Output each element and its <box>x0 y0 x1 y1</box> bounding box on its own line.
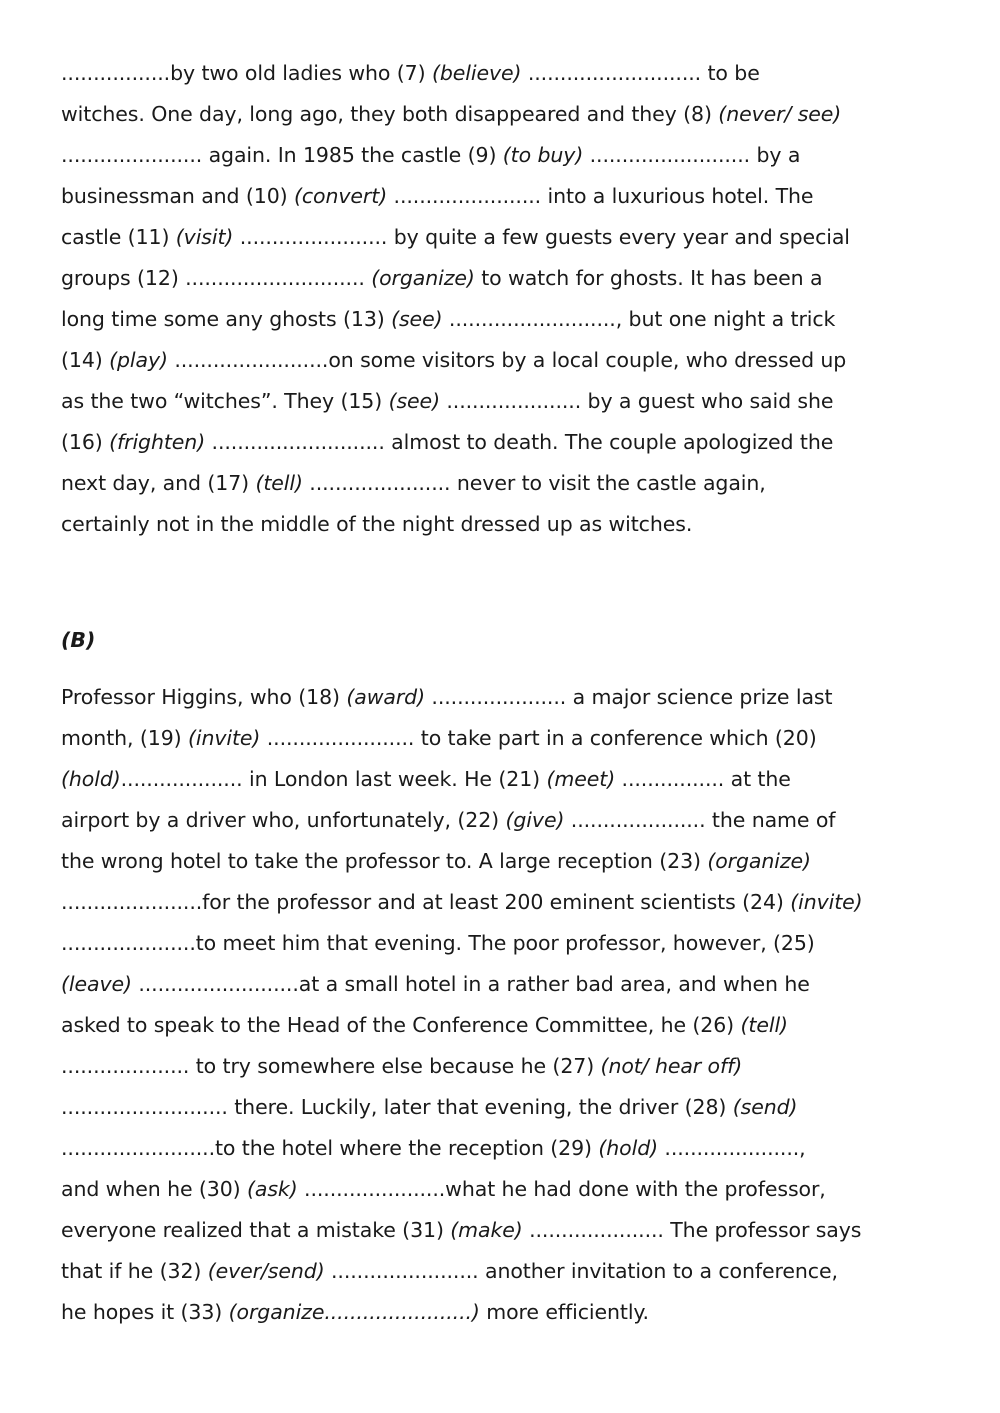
verb-prompt: (tell) <box>255 471 303 495</box>
text-segment: witches. One day, long ago, they both disappeared and they (8) <box>61 102 719 126</box>
verb-prompt: (ever/send) <box>207 1259 325 1283</box>
text-line <box>61 264 822 292</box>
verb-prompt: (never/ see) <box>718 102 842 126</box>
verb-prompt: (hold) <box>61 767 121 791</box>
text-line <box>61 346 846 374</box>
text-segment: ......................for the professor and at least 200 eminent scientists (24) <box>61 890 791 914</box>
text-segment: ......................what he had done with the professor, <box>297 1177 826 1201</box>
verb-prompt: (tell) <box>740 1013 788 1037</box>
verb-prompt: (convert) <box>293 184 388 208</box>
text-segment: ................ at the <box>615 767 791 791</box>
text-segment: ........................on some visitors by a local couple, who dressed up <box>167 348 847 372</box>
text-line <box>61 806 835 834</box>
text-line <box>61 1011 788 1039</box>
text-segment: ....................... to take part in a conference which (20) <box>260 726 817 750</box>
text-segment: ...................... again. In 1985 the castle (9) <box>61 143 503 167</box>
verb-prompt: (organize) <box>707 849 811 873</box>
text-segment: .........................at a small hotel in a rather bad area, and when he <box>131 972 810 996</box>
text-line <box>61 724 817 752</box>
text-segment: and when he (30) <box>61 1177 247 1201</box>
text-segment: ..................... by a guest who said she <box>439 389 834 413</box>
text-segment: (16) <box>61 430 110 454</box>
text-segment: ..................... The professor says <box>522 1218 862 1242</box>
verb-prompt: (hold) <box>598 1136 658 1160</box>
text-line <box>61 387 833 415</box>
verb-prompt: (frighten) <box>109 430 206 454</box>
text-line <box>61 1298 649 1326</box>
text-segment: ......................... by a <box>583 143 801 167</box>
text-segment: ........................to the hotel where the reception (29) <box>61 1136 599 1160</box>
verb-prompt: (ask) <box>246 1177 298 1201</box>
text-segment: that if he (32) <box>61 1259 208 1283</box>
verb-prompt: (invite) <box>790 890 863 914</box>
verb-prompt: (meet) <box>546 767 616 791</box>
verb-prompt: (give) <box>505 808 565 832</box>
text-line <box>61 1134 806 1162</box>
verb-prompt: (not/ hear off) <box>600 1054 743 1078</box>
text-line <box>61 59 760 87</box>
verb-prompt: (visit) <box>175 225 234 249</box>
text-segment: Professor Higgins, who (18) <box>61 685 347 709</box>
text-line <box>61 1093 797 1121</box>
verb-prompt: (send) <box>732 1095 798 1119</box>
text-line <box>61 970 810 998</box>
text-segment: businessman and (10) <box>61 184 294 208</box>
text-line <box>61 847 811 875</box>
text-segment: more efficiently. <box>479 1300 649 1324</box>
text-segment: airport by a driver who, unfortunately, (22) <box>61 808 506 832</box>
text-segment: to watch for ghosts. It has been a <box>474 266 823 290</box>
text-line <box>61 100 841 128</box>
text-segment: month, (19) <box>61 726 188 750</box>
text-segment: ................... in London last week. He (21) <box>120 767 547 791</box>
text-segment: ................. <box>61 61 171 85</box>
verb-prompt: (believe) <box>431 61 522 85</box>
verb-prompt: (organize.......................) <box>228 1300 480 1324</box>
verb-prompt: (play) <box>109 348 168 372</box>
text-line <box>61 223 850 251</box>
text-line <box>61 1216 861 1244</box>
text-segment: next day, and (17) <box>61 471 256 495</box>
text-segment: ....................... by quite a few guests every year and special <box>233 225 850 249</box>
text-segment: he hopes it (33) <box>61 1300 229 1324</box>
verb-prompt: (award) <box>346 685 425 709</box>
text-line <box>61 510 692 538</box>
text-line <box>61 929 815 957</box>
text-segment: .......................... there. Luckily, later that evening, the driver (28) <box>61 1095 733 1119</box>
text-segment: ....................., <box>658 1136 806 1160</box>
text-line <box>61 1175 826 1203</box>
verb-prompt: (invite) <box>187 726 261 750</box>
verb-prompt: (see) <box>388 389 440 413</box>
text-segment: as the two “witches”. They (15) <box>61 389 389 413</box>
text-segment: the wrong hotel to take the professor to. A large reception (23) <box>61 849 708 873</box>
text-segment: groups (12) ............................ <box>61 266 372 290</box>
text-segment: ....................... another invitation to a conference, <box>324 1259 838 1283</box>
text-line <box>61 683 832 711</box>
text-line <box>61 1052 742 1080</box>
text-segment: ........................... almost to death. The couple apologized the <box>205 430 834 454</box>
verb-prompt: (see) <box>391 307 443 331</box>
text-segment: (14) <box>61 348 110 372</box>
text-segment: .....................to meet him that evening. The poor professor, however, (25) <box>61 931 815 955</box>
text-segment: ..................... the name of <box>564 808 836 832</box>
text-segment: by two old ladies who (7) <box>170 61 432 85</box>
text-line <box>61 888 863 916</box>
verb-prompt: (to buy) <box>502 143 584 167</box>
text-line <box>61 765 791 793</box>
text-segment: ........................... to be <box>521 61 760 85</box>
text-line <box>61 1257 838 1285</box>
text-line <box>61 428 833 456</box>
text-segment: certainly not in the middle of the night dressed up as witches. <box>61 512 693 536</box>
text-segment: .........................., but one night a trick <box>442 307 836 331</box>
text-segment: everyone realized that a mistake (31) <box>61 1218 451 1242</box>
verb-prompt: (leave) <box>61 972 132 996</box>
verb-prompt: (make) <box>450 1218 523 1242</box>
text-segment: ....................... into a luxurious hotel. The <box>387 184 814 208</box>
text-line <box>61 141 800 169</box>
text-line <box>61 469 766 497</box>
text-segment: castle (11) <box>61 225 176 249</box>
verb-prompt: (organize) <box>371 266 475 290</box>
text-line <box>61 182 813 210</box>
text-segment: long time some any ghosts (13) <box>61 307 392 331</box>
text-segment: asked to speak to the Head of the Conference Committee, he (26) <box>61 1013 741 1037</box>
text-segment: ...................... never to visit the castle again, <box>302 471 766 495</box>
section-b-heading: (B) <box>61 628 96 652</box>
text-segment: .................... to try somewhere else because he (27) <box>61 1054 601 1078</box>
text-segment: ..................... a major science prize last <box>425 685 833 709</box>
text-line <box>61 305 835 333</box>
